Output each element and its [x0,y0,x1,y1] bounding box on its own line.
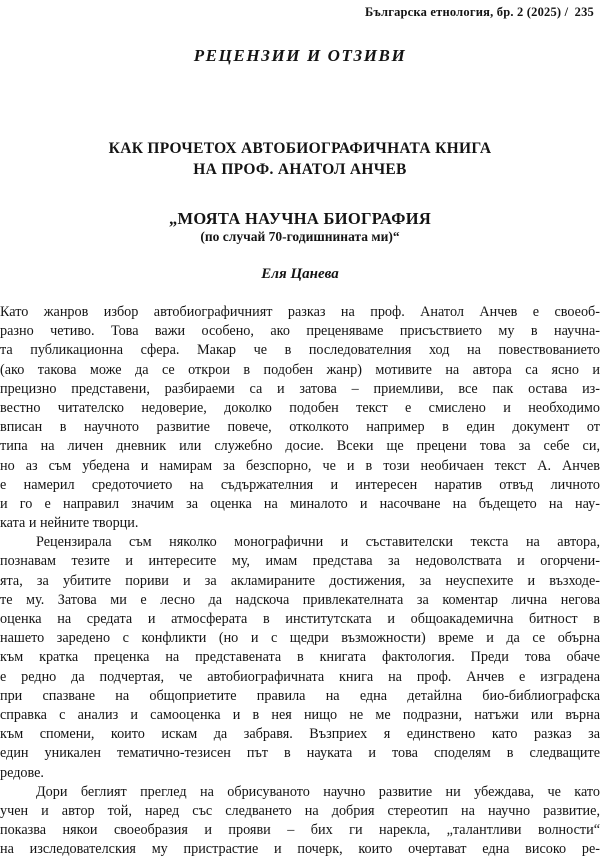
body-line: ката и нейните творци. [0,515,139,532]
body-line: Като жанров избор автобиографичният разказ на проф. Анатол Анчев е своеоб- [0,304,600,320]
body-line: но аз съм убедена и намирам за безспорно, че и в този необичаен текст А. Анчев [0,457,600,474]
article-title [0,138,600,180]
body-line: вписан в научното развитие повече, отколкото например в един документ от [0,419,600,436]
body-line: (ако такова може да се открои в подобен жанр) мотивите на автора са ясно и [0,361,600,378]
body-line: на изследователския му пристрастие и почерк, които очертават една високо ре- [0,841,600,858]
body-line: учен и автор той, наред със следването на добрия стереотип на научно развитие, [0,802,600,819]
body-line: справка с анализ и самооценка и в нея нищо не ме подразни, натъжи или върна [0,706,600,723]
body-line: е редно да подчертая, че автобиографичната книга на проф. Анчев е изградена [0,668,600,685]
body-line: разно четиво. Това важи особено, ако преценяваме присъствието му в научна- [0,323,600,340]
article-body [0,303,600,859]
body-line: нашето заредено с конфликти (но и с щедри възможности) време и да се обърна [0,630,600,647]
journal-name: Българска етнология, бр. 2 (2025) [365,5,562,19]
author-name: Еля Цанева [261,266,339,282]
body-line: към кратка преценка на представената в книгата фактология. Преди това обаче [0,649,600,666]
body-line: та публикационна сфера. Макар че в последователния ход на повествованието [0,342,600,359]
body-line: познавам тезите и интересите му, имам представа за недоволствата и огорчени- [0,553,600,570]
body-line: и го е направил значим за оценка на миналото и насочване на бъдещето на нау- [0,495,600,512]
page-number: 235 [574,5,594,19]
book-subtitle: (по случай 70-годишнината ми)“ [200,229,400,244]
body-line: ята, за убитите пориви и за акламираните достижения, за неуспехите и възходе- [0,572,600,589]
book-title: „МОЯТА НАУЧНА БИОГРАФИЯ [168,209,432,228]
body-line: към спомени, които искам да забравя. Възприех я единствено като разказ за [0,726,600,743]
body-line: при спазване на общоприетите правила на една детайлна био-библиографска [0,687,600,704]
body-line: прецизно представени, разбираеми са и затова – приемливи, все пак остава из- [0,380,600,397]
article-title-line-2: НА ПРОФ. АНАТОЛ АНЧЕВ [193,161,407,178]
running-head-separator: / [564,5,569,19]
running-head [365,5,594,20]
body-line: вестно читателско недоверие, доколко подобен текст е смислено и необходимо [0,399,600,416]
body-line: редове. [0,764,44,781]
article-title-line-1: КАК ПРОЧЕТОХ АВТОБИОГРАФИЧНАТА КНИГА [108,140,492,157]
body-line: е намерил средоточието на съдържателния и интересен наратив отвъд личното [0,476,600,493]
body-line: типа на личен дневник или служебно досие. Всеки ще прецени това за себе си, [0,438,600,455]
body-line: оценка на средата и атмосферата в институтската и общоакадемична битност в [0,611,600,627]
body-line: Дори беглият преглед на обрисуваното научно развитие ни убеждава, че като [36,783,600,800]
section-title: РЕЦЕНЗИИ И ОТЗИВИ [193,46,407,65]
body-line: Рецензирала съм няколко монографични и съставителски текста на автора, [36,534,600,551]
body-line: един уникален тематично-тезисен път в науката и това споделям в следващите [0,745,600,762]
body-line: показва някои своеобразия и прояви – бих ги нарекла, „талантливи волности“ [0,822,600,839]
body-line: те му. Затова ми е лесно да надскоча привлекателната за коментар лична негова [0,591,600,608]
